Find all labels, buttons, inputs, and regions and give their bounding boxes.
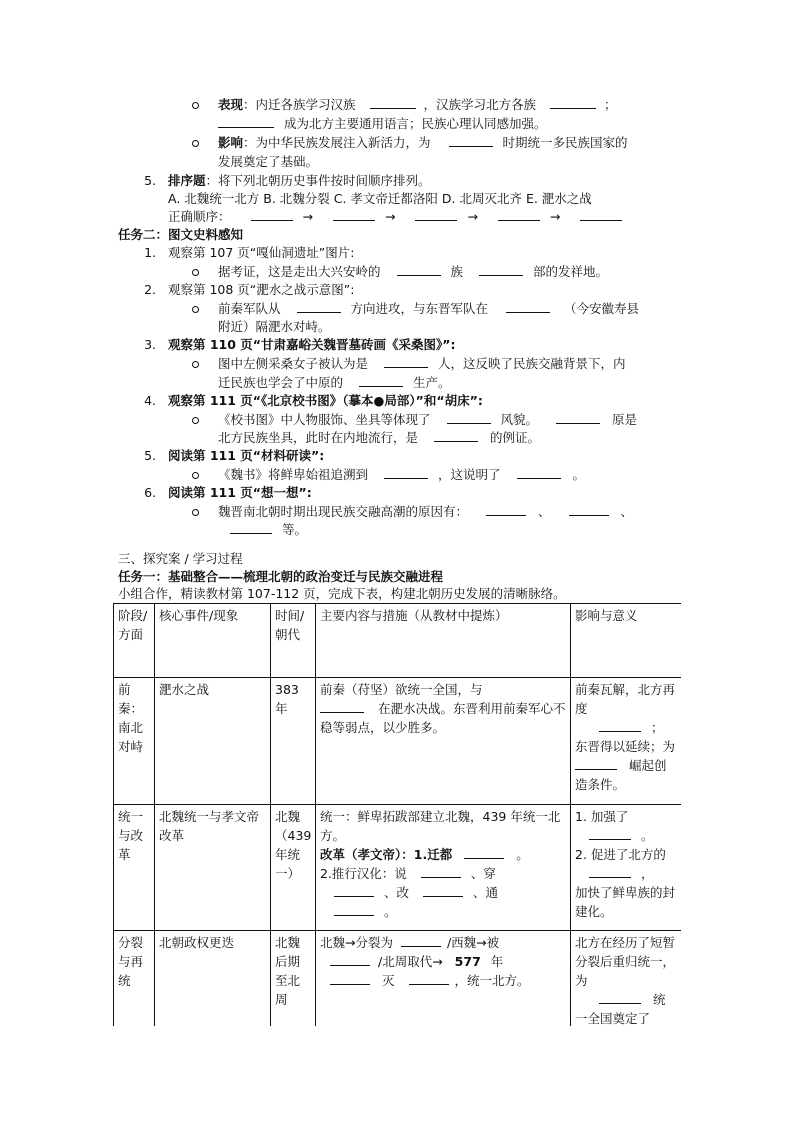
bullet-icon — [192, 102, 199, 109]
blank[interactable] — [334, 903, 374, 916]
table-header: 影响与意义 — [571, 604, 682, 678]
order-blank[interactable] — [333, 208, 375, 221]
bullet-icon — [192, 306, 199, 313]
table-header: 主要内容与措施（从教材中提炼） — [316, 604, 571, 678]
item-number: 5. — [144, 173, 156, 188]
item-number: 2. — [144, 282, 156, 297]
blank[interactable] — [589, 827, 631, 840]
task2-title: 任务二：图文史料感知 — [118, 227, 244, 242]
bullet-icon — [192, 361, 199, 368]
table-header: 阶段/方面 — [114, 604, 155, 678]
blank[interactable] — [421, 865, 461, 878]
task2-item-5: 阅读第 111 页“材料研读”: — [168, 448, 325, 463]
blank[interactable] — [569, 503, 609, 516]
blank[interactable] — [434, 429, 478, 442]
task2-item-6: 阅读第 111 页“想一想”: — [168, 485, 312, 500]
cell-time: 383年 — [271, 678, 316, 805]
line-yingxiang-2: 发展奠定了基础。 — [218, 154, 319, 169]
blank[interactable] — [218, 115, 274, 128]
blank[interactable] — [449, 134, 493, 147]
arrow-icon: → — [384, 209, 396, 224]
task2-item-2: 观察第 108 页“淝水之战示意图”: — [168, 282, 355, 297]
line-q5-options: A. 北魏统一北方 B. 北魏分裂 C. 孝文帝迁都洛阳 D. 北周灭北齐 E. 淝水之战 — [168, 191, 592, 206]
bullet-icon — [192, 140, 199, 147]
table-header: 核心事件/现象 — [155, 604, 271, 678]
blank[interactable] — [401, 934, 441, 947]
blank[interactable] — [556, 411, 600, 424]
table-header: 时间/朝代 — [271, 604, 316, 678]
order-blank[interactable] — [415, 208, 457, 221]
cell-time: 北魏后期至北周 — [271, 931, 316, 1027]
arrow-icon: → — [302, 209, 313, 224]
blank[interactable] — [599, 991, 641, 1004]
blank[interactable] — [517, 466, 561, 479]
cell-event: 淝水之战 — [155, 678, 271, 805]
blank[interactable] — [384, 466, 428, 479]
label-biaoxian: 表现 — [218, 97, 244, 112]
task2-item-3: 观察第 110 页“甘肃嘉峪关魏晋墓砖画《采桑图》”: — [168, 337, 456, 352]
blank[interactable] — [397, 263, 441, 276]
task1-title: 任务一：基础整合——梳理北朝的政治变迁与民族交融进程 — [118, 569, 444, 584]
blank[interactable] — [599, 719, 641, 732]
cell-stage: 前秦：南北对峙 — [114, 678, 155, 805]
blank[interactable] — [370, 96, 416, 109]
cell-stage: 统一与改革 — [114, 805, 155, 931]
blank[interactable] — [330, 953, 370, 966]
blank[interactable] — [447, 411, 491, 424]
cell-content: 统一：鲜卑拓跋部建立北魏，439 年统一北方。 改革（孝文帝）：1.迁都 。 2.推行汉化：说 、穿 、改 、通 。 — [316, 805, 571, 931]
item-number: 4. — [144, 393, 156, 408]
blank[interactable] — [423, 884, 463, 897]
item-number: 5. — [144, 448, 156, 463]
task2-item-4: 观察第 111 页“《北京校书图》（摹本●局部）”和“胡床”: — [168, 393, 483, 408]
section-heading: 三、探究案 / 学习过程 — [118, 551, 243, 566]
cell-effect: 前秦瓦解，北方再度 ； 东晋得以延续；为 崛起创造条件。 — [571, 678, 682, 805]
blank[interactable] — [506, 300, 550, 313]
blank[interactable] — [589, 865, 631, 878]
cell-time: 北魏（439年统一） — [271, 805, 316, 931]
line-q5-order: 正确顺序： → → → → — [168, 208, 622, 225]
summary-table-wrap — [113, 603, 681, 1026]
label-yingxiang: 影响 — [218, 135, 244, 150]
order-blank[interactable] — [251, 208, 293, 221]
line-biaoxian: 表现：内迁各族学习汉族 ，汉族学习北方各族 ； — [218, 97, 617, 112]
item-number: 6. — [144, 485, 156, 500]
bullet-icon — [192, 472, 199, 479]
blank[interactable] — [575, 757, 617, 770]
task2-item-1: 观察第 107 页“嘎仙洞遗址”图片: — [168, 245, 355, 260]
cell-event: 北魏统一与孝文帝改革 — [155, 805, 271, 931]
line-biaoxian-2: 成为北方主要通用语言；民族心理认同感加强。 — [218, 115, 547, 132]
cell-event: 北朝政权更迭 — [155, 931, 271, 1027]
cell-content: 前秦（苻坚）欲统一全国，与 在淝水决战。东晋利用前秦军心不稳等弱点，以少胜多。 — [316, 678, 571, 805]
line-q5: 排序题：将下列北朝历史事件按时间顺序排列。 — [168, 173, 431, 188]
order-blank[interactable] — [498, 208, 540, 221]
table-row — [114, 805, 682, 931]
blank[interactable] — [297, 300, 341, 313]
bullet-icon — [192, 269, 199, 276]
summary-table — [113, 603, 681, 1026]
cell-effect: 北方在经历了短暂分裂后重归统一，为 统一全国奠定了 — [571, 931, 682, 1027]
blank[interactable] — [479, 263, 523, 276]
table-row — [114, 678, 682, 805]
blank[interactable] — [384, 355, 428, 368]
task1-intro: 小组合作，精读教材第 107-112 页，完成下表，构建北朝历史发展的清晰脉络。 — [118, 586, 566, 601]
table-header-row — [114, 604, 682, 678]
blank[interactable] — [550, 96, 596, 109]
order-blank[interactable] — [580, 208, 622, 221]
line-yingxiang: 影响：为中华民族发展注入新活力，为 时期统一多民族国家的 — [218, 135, 628, 150]
bullet-icon — [192, 417, 199, 424]
blank[interactable] — [409, 972, 449, 985]
item-number: 3. — [144, 337, 156, 352]
cell-effect: 1. 加强了 。 2. 促进了北方的 ， 加快了鲜卑族的封建化。 — [571, 805, 682, 931]
arrow-icon: → — [549, 209, 561, 224]
blank[interactable] — [330, 972, 370, 985]
blank[interactable] — [464, 846, 504, 859]
item-number: 1. — [144, 245, 156, 260]
cell-stage: 分裂与再统 — [114, 931, 155, 1027]
blank[interactable] — [320, 700, 364, 713]
blank[interactable] — [334, 884, 374, 897]
bullet-icon — [192, 509, 199, 516]
blank[interactable] — [359, 374, 403, 387]
table-row — [114, 931, 682, 1027]
arrow-icon: → — [467, 209, 478, 224]
blank[interactable] — [230, 521, 272, 534]
cell-content: 北魏→分裂为 /西魏→被 /北周取代→ 577 年 灭 ，统一北方。 — [316, 931, 571, 1027]
blank[interactable] — [486, 503, 526, 516]
